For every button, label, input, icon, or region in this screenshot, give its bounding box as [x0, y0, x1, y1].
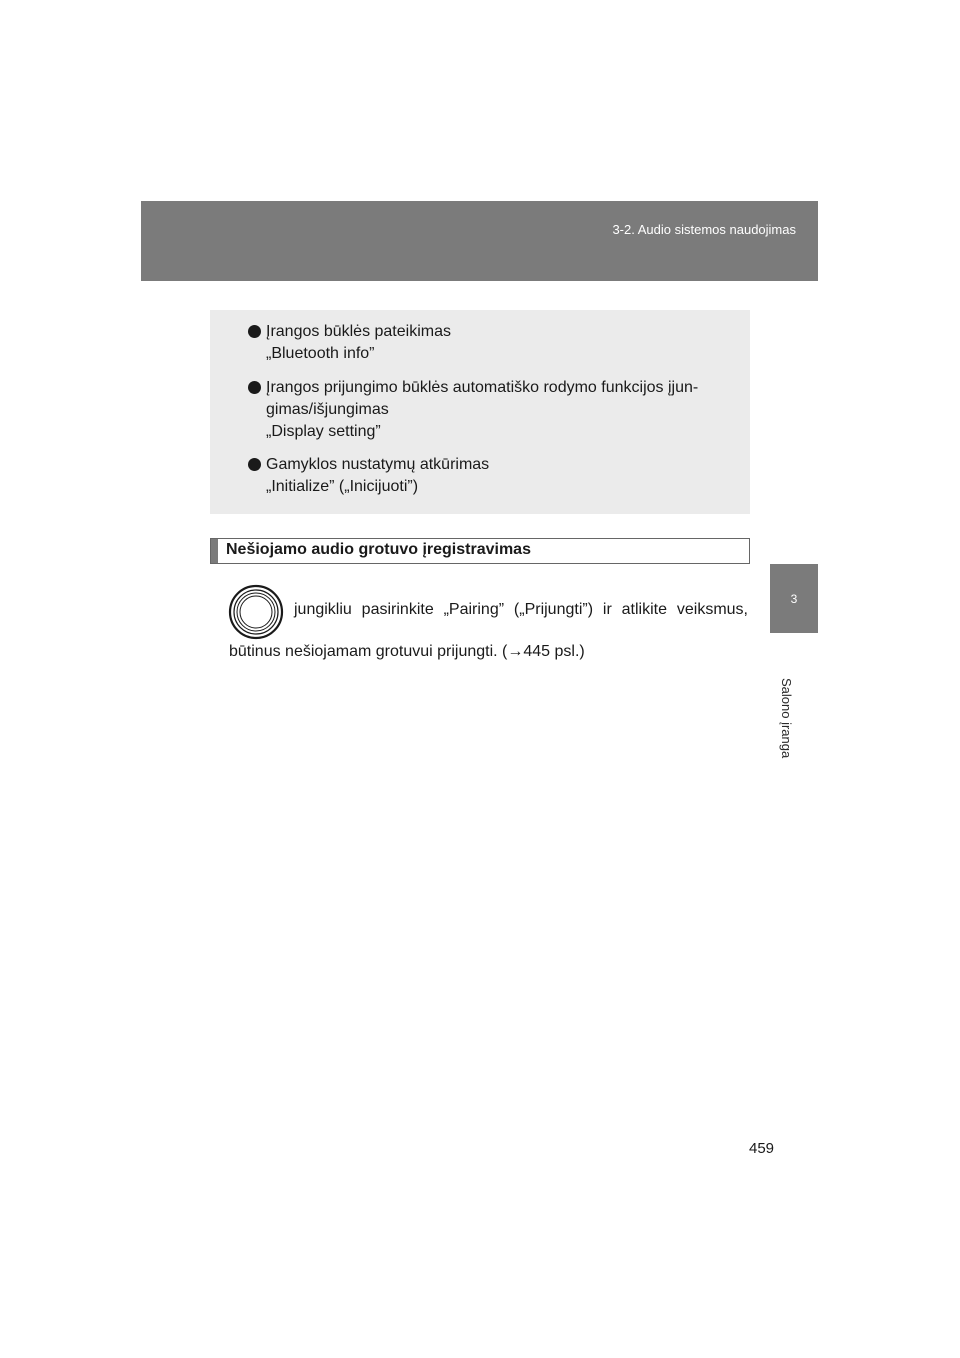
- bullet-item-display-setting: [248, 377, 734, 443]
- bullet-line: Įrangos būklės pateikimas: [266, 323, 451, 340]
- chapter-tab: [770, 564, 818, 633]
- instruction-text: būtinus nešiojamam grotuvui prijungti. (: [229, 643, 508, 660]
- bullet-line: Gamyklos nustatymų atkūrimas: [266, 456, 490, 473]
- bullet-line: „Display setting”: [266, 423, 381, 440]
- tune-knob-icon: [228, 584, 284, 640]
- arrow-icon: →: [507, 643, 524, 660]
- chapter-header-band: [141, 201, 818, 281]
- instruction-line-2: [229, 641, 585, 663]
- instruction-line-1: jungikliu pasirinkite „Pairing” („Prijungti”) ir atlikite veiksmus,: [294, 601, 748, 618]
- bullet-icon: [248, 381, 261, 394]
- chapter-label: Salono įranga: [779, 678, 794, 759]
- bullet-line: „Bluetooth info”: [266, 345, 375, 362]
- info-box: [210, 310, 750, 514]
- page-reference-link[interactable]: 445 psl.): [523, 643, 585, 660]
- chapter-number: 3: [790, 591, 798, 606]
- page-number: 459: [749, 1140, 775, 1157]
- bullet-item-initialize: [248, 454, 734, 498]
- section-title: 3-2. Audio sistemos naudojimas: [612, 222, 796, 237]
- bullet-line: Įrangos prijungimo būklės automatiško rodymo funkcijos įjun-: [266, 379, 699, 396]
- bullet-icon: [248, 458, 261, 471]
- bullet-line: „Initialize” („Inicijuoti”): [266, 478, 419, 495]
- section-heading: [210, 538, 750, 564]
- bullet-icon: [248, 325, 261, 338]
- heading-text: Nešiojamo audio grotuvo įregistravimas: [226, 541, 531, 558]
- bullet-item-status: [248, 321, 734, 365]
- heading-accent-bar: [211, 539, 218, 563]
- bullet-line: gimas/išjungimas: [266, 401, 389, 418]
